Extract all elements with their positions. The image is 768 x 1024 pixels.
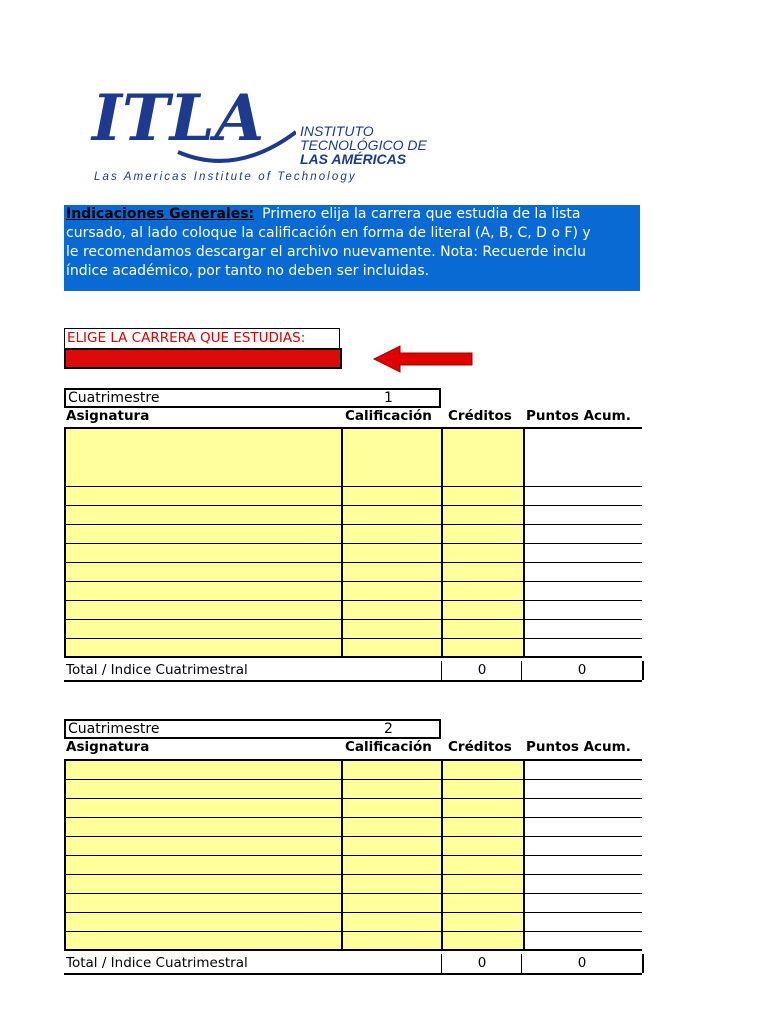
credits-cell[interactable] [442,505,524,524]
table-row [65,836,642,855]
grade-cell[interactable] [342,760,442,779]
col-points: Puntos Acum. [526,739,631,755]
col-grade: Calificación [345,739,432,755]
credits-cell[interactable] [442,524,524,543]
col-points: Puntos Acum. [526,408,631,424]
career-label: ELIGE LA CARRERA QUE ESTUDIAS: [64,328,340,348]
instructions-line-4: índice académico, por tanto no deben ser incluidas. [66,263,430,279]
points-cell [524,619,642,638]
grade-cell[interactable] [342,428,442,486]
subject-cell[interactable] [65,912,342,931]
table-row [65,505,642,524]
subject-cell[interactable] [65,600,342,619]
logo-line-2: TECNOLÓGICO DE [300,137,427,153]
points-cell [524,779,642,798]
subject-cell[interactable] [65,855,342,874]
credits-cell[interactable] [442,581,524,600]
total-credits: 0 [441,661,522,680]
points-cell [524,428,642,486]
semester-label: Cuatrimestre [68,390,160,406]
semester-header [64,388,441,408]
total-label: Total / Indice Cuatrimestral [66,955,248,971]
col-credits: Créditos [448,408,512,424]
points-cell [524,600,642,619]
grade-cell[interactable] [342,817,442,836]
total-points: 0 [521,954,644,973]
subject-cell[interactable] [65,543,342,562]
points-cell [524,505,642,524]
semester-header [64,719,441,739]
semester-number: 1 [384,390,393,406]
instructions-title: Indicaciones Generales: [66,206,255,222]
subject-cell[interactable] [65,428,342,486]
credits-cell[interactable] [442,779,524,798]
points-cell [524,524,642,543]
grade-cell[interactable] [342,505,442,524]
credits-cell[interactable] [442,855,524,874]
credits-cell[interactable] [442,600,524,619]
col-subject: Asignatura [66,739,150,755]
table-row [65,562,642,581]
itla-logo [86,82,466,192]
credits-cell[interactable] [442,543,524,562]
points-cell [524,893,642,912]
col-grade: Calificación [345,408,432,424]
instructions-line-1 [64,205,640,224]
subject-cell[interactable] [65,779,342,798]
credits-cell[interactable] [442,619,524,638]
logo-line-1: INSTITUTO [300,123,374,139]
subjects-table [64,427,642,658]
subject-cell[interactable] [65,874,342,893]
grade-cell[interactable] [342,893,442,912]
grade-cell[interactable] [342,581,442,600]
grade-cell[interactable] [342,543,442,562]
instructions-line-2: cursado, al lado coloque la calificación en forma de literal (A, B, C, D o F) y [66,225,591,241]
arrow-left-icon [372,344,474,378]
credits-cell[interactable] [442,428,524,486]
grade-cell[interactable] [342,619,442,638]
logo-institute-name [300,124,427,166]
table-row [65,581,642,600]
grade-cell[interactable] [342,874,442,893]
career-select[interactable] [64,348,342,369]
semester-total-row [64,954,642,975]
subject-cell[interactable] [65,524,342,543]
points-cell [524,874,642,893]
table-row [65,600,642,619]
credits-cell[interactable] [442,798,524,817]
points-cell [524,486,642,505]
table-row [65,874,642,893]
table-row [65,779,642,798]
grade-cell[interactable] [342,562,442,581]
points-cell [524,855,642,874]
credits-cell[interactable] [442,760,524,779]
table-row [65,619,642,638]
grade-cell[interactable] [342,779,442,798]
credits-cell[interactable] [442,874,524,893]
points-cell [524,931,642,950]
table-row [65,543,642,562]
grade-cell[interactable] [342,486,442,505]
subject-cell[interactable] [65,562,342,581]
table-row [65,798,642,817]
points-cell [524,912,642,931]
instructions-text-1: Primero elija la carrera que estudia de la lista [262,206,581,222]
subject-cell[interactable] [65,893,342,912]
table-row [65,638,642,657]
general-instructions [64,205,640,291]
subject-cell[interactable] [65,817,342,836]
points-cell [524,581,642,600]
subject-cell[interactable] [65,505,342,524]
col-subject: Asignatura [66,408,150,424]
grade-cell[interactable] [342,836,442,855]
grade-cell[interactable] [342,912,442,931]
subject-cell[interactable] [65,836,342,855]
total-label: Total / Indice Cuatrimestral [66,662,248,678]
table-row [65,855,642,874]
table-row [65,428,642,486]
credits-cell[interactable] [442,486,524,505]
subject-cell[interactable] [65,760,342,779]
grade-cell[interactable] [342,855,442,874]
grade-cell[interactable] [342,638,442,657]
semester-total-row [64,661,642,682]
total-points: 0 [521,661,644,680]
table-row [65,486,642,505]
table-row [65,912,642,931]
points-cell [524,562,642,581]
subject-cell[interactable] [65,798,342,817]
column-headers [64,408,642,426]
column-headers [64,739,642,757]
table-row [65,893,642,912]
subject-cell[interactable] [65,931,342,950]
subject-cell[interactable] [65,619,342,638]
semester-label: Cuatrimestre [68,721,160,737]
subject-cell[interactable] [65,581,342,600]
total-credits: 0 [441,954,522,973]
logo-tagline: Las Americas Institute of Technology [94,171,357,183]
points-cell [524,638,642,657]
points-cell [524,836,642,855]
credits-cell[interactable] [442,836,524,855]
table-row [65,817,642,836]
subjects-table [64,759,642,951]
credits-cell[interactable] [442,817,524,836]
instructions-line-3: le recomendamos descargar el archivo nuevamente. Nota: Recuerde inclu [66,244,587,260]
table-row [65,524,642,543]
grade-cell[interactable] [342,798,442,817]
credits-cell[interactable] [442,931,524,950]
table-row [65,760,642,779]
points-cell [524,760,642,779]
credits-cell[interactable] [442,893,524,912]
points-cell [524,543,642,562]
grade-cell[interactable] [342,931,442,950]
logo-letters: ITLA [92,82,265,156]
semester-number: 2 [384,721,393,737]
grade-cell[interactable] [342,524,442,543]
credits-cell[interactable] [442,912,524,931]
subject-cell[interactable] [65,486,342,505]
points-cell [524,798,642,817]
points-cell [524,817,642,836]
credits-cell[interactable] [442,562,524,581]
logo-line-3: LAS AMÉRICAS [300,151,407,167]
col-credits: Créditos [448,739,512,755]
itla-logo-mark [86,82,296,176]
subject-cell[interactable] [65,638,342,657]
table-row [65,931,642,950]
credits-cell[interactable] [442,638,524,657]
grade-cell[interactable] [342,600,442,619]
